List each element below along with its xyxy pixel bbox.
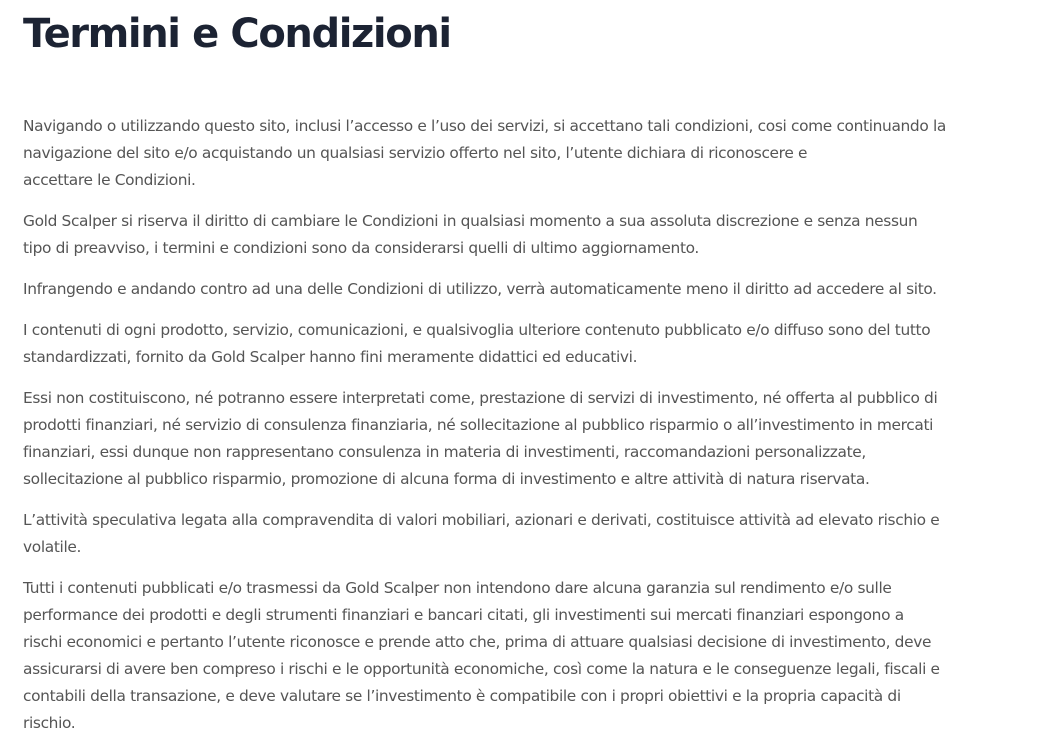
terms-paragraph-5 xyxy=(23,385,1013,493)
paragraph-line: I contenuti di ogni prodotto, servizio, comunicazioni, e qualsivoglia ulteriore contenuto pubblicato e/o diffuso sono del tutto xyxy=(23,321,931,339)
paragraph-line: L’attività speculativa legata alla compravendita di valori mobiliari, azionari e derivati, costituisce attività ad elevato rischio e xyxy=(23,511,940,529)
paragraph-line: Tutti i contenuti pubblicati e/o trasmessi da Gold Scalper non intendono dare alcuna garanzia sul rendimento e/o sulle xyxy=(23,579,892,597)
paragraph-line: assicurarsi di avere ben compreso i rischi e le opportunità economiche, così come la natura e le conseguenze legali, fiscali e xyxy=(23,660,940,678)
paragraph-line: navigazione del sito e/o acquistando un qualsiasi servizio offerto nel sito, l’utente dichiara di riconoscere e xyxy=(23,144,808,162)
paragraph-line: sollecitazione al pubblico risparmio, promozione di alcuna forma di investimento e altre attività di natura riservata. xyxy=(23,470,870,488)
paragraph-line: rischi economici e pertanto l’utente riconosce e prende atto che, prima di attuare qualsiasi decisione di investimento, deve xyxy=(23,633,932,651)
page-title: Termini e Condizioni xyxy=(23,11,451,57)
paragraph-line: accettare le Condizioni. xyxy=(23,171,196,189)
paragraph-line: Navigando o utilizzando questo sito, inclusi l’accesso e l’uso dei servizi, si accettano tali condizioni, cosi come continuando la xyxy=(23,117,946,135)
paragraph-line: finanziari, essi dunque non rappresentano consulenza in materia di investimenti, raccomandazioni personalizzate, xyxy=(23,443,866,461)
paragraph-line: prodotti finanziari, né servizio di consulenza finanziaria, né sollecitazione al pubblico risparmio o all’investimento in mercati xyxy=(23,416,934,434)
paragraph-line: performance dei prodotti e degli strumenti finanziari e bancari citati, gli investimenti sui mercati finanziari espongono a xyxy=(23,606,904,624)
terms-content xyxy=(23,113,1013,746)
paragraph-line: Gold Scalper si riserva il diritto di cambiare le Condizioni in qualsiasi momento a sua assoluta discrezione e senza nessun xyxy=(23,212,918,230)
paragraph-line: tipo di preavviso, i termini e condizioni sono da considerarsi quelli di ultimo aggiornamento. xyxy=(23,239,699,257)
terms-paragraph-7 xyxy=(23,575,1013,737)
terms-paragraph-6 xyxy=(23,507,1013,561)
terms-paragraph-2 xyxy=(23,208,1013,262)
paragraph-line: volatile. xyxy=(23,538,82,556)
paragraph-line: rischio. xyxy=(23,714,76,732)
terms-paragraph-4 xyxy=(23,317,1013,371)
paragraph-line: Essi non costituiscono, né potranno essere interpretati come, prestazione di servizi di investimento, né offerta al pubblico di xyxy=(23,389,938,407)
paragraph-line: Infrangendo e andando contro ad una delle Condizioni di utilizzo, verrà automaticamente meno il diritto ad accedere al sito. xyxy=(23,280,937,298)
terms-paragraph-3 xyxy=(23,276,1013,303)
terms-paragraph-1 xyxy=(23,113,1013,194)
paragraph-line: standardizzati, fornito da Gold Scalper hanno fini meramente didattici ed educativi. xyxy=(23,348,638,366)
paragraph-line: contabili della transazione, e deve valutare se l’investimento è compatibile con i propri obiettivi e la propria capacità di xyxy=(23,687,901,705)
